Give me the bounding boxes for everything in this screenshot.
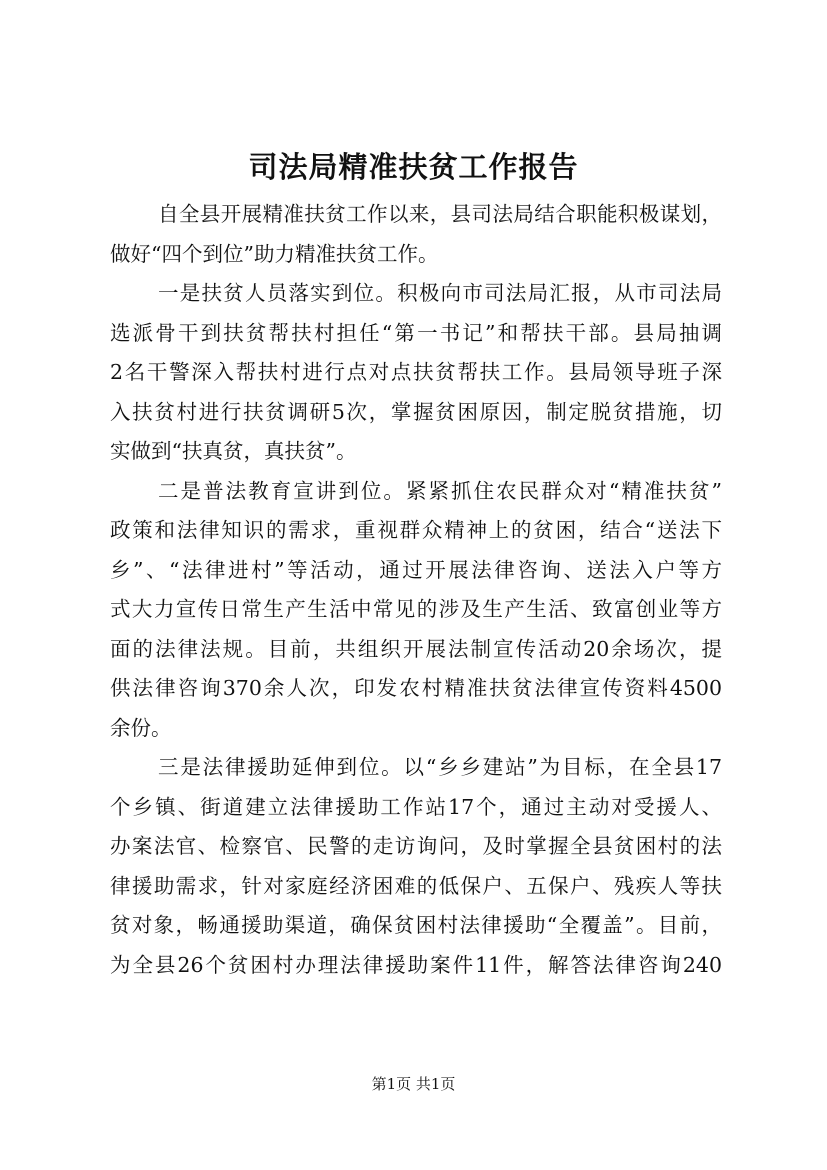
paragraph-3-line-3: 乡”、“法律进村”等活动，通过开展法律咨询、送法入户等方 bbox=[110, 557, 722, 582]
paragraph-3-line-5: 面的法律法规。目前，共组织开展法制宣传活动20余场次，提 bbox=[110, 636, 722, 661]
paragraph-4-line-4: 律援助需求，针对家庭经济困难的低保户、五保户、残疾人等扶 bbox=[110, 873, 722, 898]
document-body bbox=[110, 195, 722, 985]
paragraph-4-line-1: 三是法律援助延伸到位。以“乡乡建站”为目标，在全县17 bbox=[158, 755, 722, 779]
paragraph-3-line-2: 政策和法律知识的需求，重视群众精神上的贫困，结合“送法下 bbox=[110, 518, 722, 542]
paragraph-4-line-2: 个乡镇、街道建立法律援助工作站17个，通过主动对受援人、 bbox=[110, 794, 722, 819]
paragraph-2-line-3: 2名干警深入帮扶村进行点对点扶贫帮扶工作。县局领导班子深 bbox=[110, 360, 722, 384]
paragraph-2-line-1: 一是扶贫人员落实到位。积极向市司法局汇报，从市司法局 bbox=[158, 281, 722, 305]
paragraph-4-line-5: 贫对象，畅通援助渠道，确保贫困村法律援助“全覆盖”。目前， bbox=[110, 913, 722, 937]
paragraph-4-line-3: 办案法官、检察官、民警的走访询问，及时掌握全县贫困村的法 bbox=[110, 834, 722, 858]
paragraph-2-line-2: 选派骨干到扶贫帮扶村担任“第一书记”和帮扶干部。县局抽调 bbox=[110, 320, 722, 345]
paragraph-1-line-1: 自全县开展精准扶贫工作以来，县司法局结合职能积极谋划， bbox=[158, 202, 722, 226]
paragraph-3-line-4: 式大力宣传日常生产生活中常见的涉及生产生活、致富创业等方 bbox=[110, 597, 722, 621]
paragraph-3-line-1: 二是普法教育宣讲到位。紧紧抓住农民群众对“精准扶贫” bbox=[158, 478, 722, 503]
paragraph-3-line-7: 余份。 bbox=[110, 715, 172, 740]
paragraph-3-line-6: 供法律咨询370余人次，印发农村精准扶贫法律宣传资料4500 bbox=[110, 676, 722, 700]
page-number-footer: 第1页 共1页 bbox=[371, 1075, 456, 1093]
paragraph-2-line-5: 实做到“扶真贫，真扶贫”。 bbox=[110, 439, 357, 463]
paragraph-1-line-2: 做好“四个到位”助力精准扶贫工作。 bbox=[110, 241, 439, 266]
paragraph-4-line-6: 为全县26个贫困村办理法律援助案件11件，解答法律咨询240 bbox=[110, 952, 722, 977]
paragraph-2-line-4: 入扶贫村进行扶贫调研5次，掌握贫困原因，制定脱贫措施，切 bbox=[110, 399, 722, 424]
document-title: 司法局精准扶贫工作报告 bbox=[248, 150, 579, 184]
